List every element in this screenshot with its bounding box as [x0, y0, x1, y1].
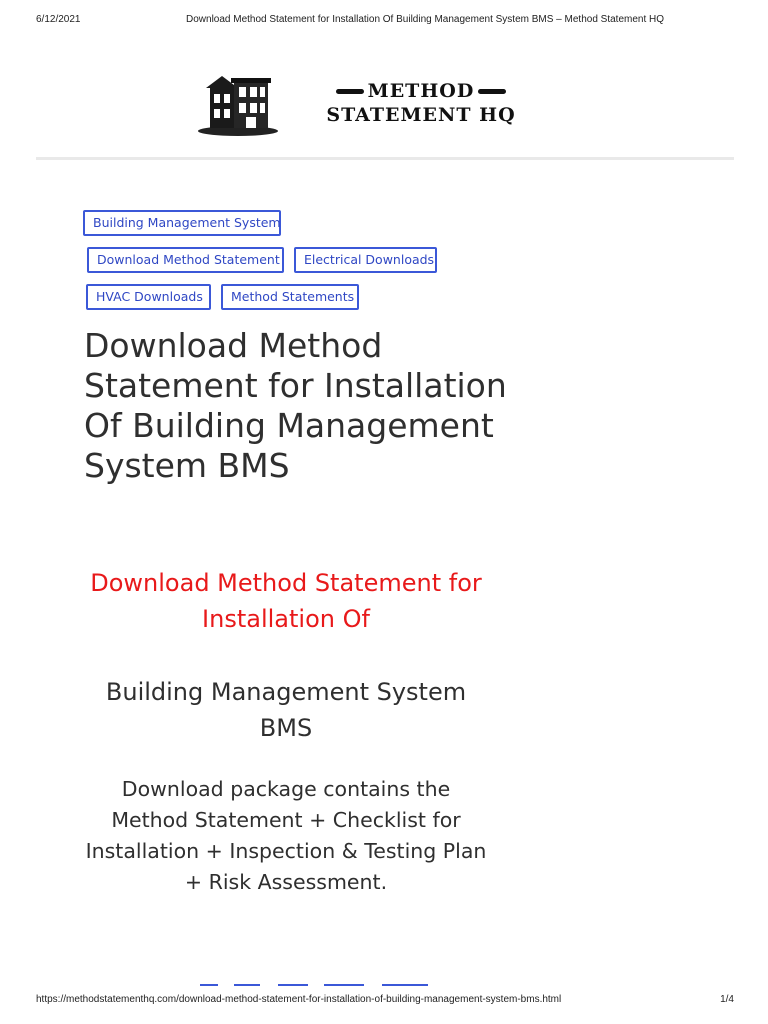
category-tag-electrical-downloads[interactable]: Electrical Downloads — [294, 247, 437, 273]
logo-line-2: STATEMENT HQ — [326, 104, 516, 126]
header-divider — [36, 157, 734, 160]
logo-line-1: METHOD — [367, 80, 475, 102]
site-logo[interactable] — [198, 72, 528, 138]
print-date: 6/12/2021 — [36, 14, 81, 25]
print-page-title: Download Method Statement for Installation Of Building Management System BMS – Method Statement HQ — [186, 14, 665, 25]
logo-dash-left — [336, 89, 364, 94]
system-subheading: Building Management System BMS — [105, 678, 467, 742]
category-tag-download-method-statement[interactable]: Download Method Statement — [87, 247, 284, 273]
cut-off-link-fragment — [200, 984, 440, 987]
category-tag-hvac-downloads[interactable]: HVAC Downloads — [86, 284, 211, 310]
page-number: 1/4 — [720, 994, 734, 1005]
category-tag-building-management-system[interactable]: Building Management System — [83, 210, 281, 236]
building-icon — [198, 72, 278, 138]
print-header — [0, 14, 768, 30]
logo-dash-right — [478, 89, 506, 94]
print-url: https://methodstatementhq.com/download-method-statement-for-installation-of-building-management-system-bms.html — [36, 994, 562, 1005]
package-description: Download package contains the Method Statement + Checklist for Installation + Inspection & Testing Plan + Risk Assessment. — [85, 777, 487, 894]
logo-wordmark — [314, 80, 528, 128]
print-footer — [0, 994, 768, 1010]
download-heading: Download Method Statement for Installation Of — [90, 569, 482, 633]
article-title: Download Method Statement for Installation Of Building Management System BMS — [84, 326, 507, 485]
category-tag-method-statements[interactable]: Method Statements — [221, 284, 359, 310]
